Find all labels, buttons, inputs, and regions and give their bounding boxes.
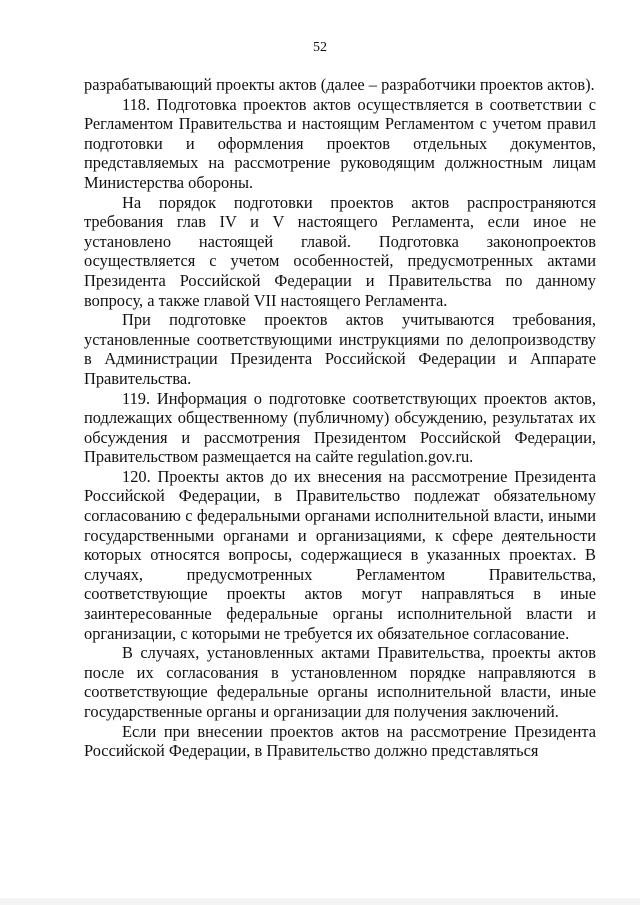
paragraph-120-submission: Если при внесении проектов актов на рассмотрение Президента Российской Федерации, в Правительство должно представляться: [84, 721, 596, 761]
paragraph-118: 118. Подготовка проектов актов осуществляется в соответствии с Регламентом Правительства и настоящим Регламентом с учетом правил подготовки и оформления проектов отдельных документов, представляемых на рассмотрение руководящим должностным лицам Министерства обороны.: [84, 94, 596, 192]
paragraph-118-order: На порядок подготовки проектов актов распространяются требования глав IV и V настоящего Регламента, если иное не установлено настоящей главой. Подготовка законопроектов осуществляется с учетом особенностей, предусмотренных актами Президента Российской Федерации и Правительства по данному вопросу, а также главой VII настоящего Регламента.: [84, 192, 596, 310]
paragraph-120: 120. Проекты актов до их внесения на рассмотрение Президента Российской Федерации, в Правительство подлежат обязательному согласованию с федеральными органами исполнительной власти, иными государственными органами и организациями, к сфере деятельности которых относятся вопросы, содержащиеся в указанных проектах. В случаях, предусмотренных Регламентом Правительства, соответствующие проекты актов могут направляться в иные заинтересованные федеральные органы исполнительной власти и организации, с которыми не требуется их обязательное согласование.: [84, 466, 596, 643]
page-bottom-edge: [0, 898, 640, 905]
paragraph-119: 119. Информация о подготовке соответствующих проектов актов, подлежащих общественному (публичному) обсуждению, результатах их обсуждения и рассмотрения Президентом Российской Федерации, Правительством размещается на сайте regulation.gov.ru.: [84, 388, 596, 467]
page-number: 52: [313, 40, 327, 55]
paragraph-118-requirements: При подготовке проектов актов учитываются требования, установленные соответствующими инструкциями по делопроизводству в Администрации Президента Российской Федерации и Аппарате Правительства.: [84, 310, 596, 388]
paragraph-intro-continuation: разрабатывающий проекты актов (далее – разработчики проектов актов).: [84, 75, 595, 94]
document-body: [84, 75, 596, 761]
paragraph-120-cases: В случаях, установленных актами Правительства, проекты актов после их согласования в установленном порядке направляются в соответствующие федеральные органы исполнительной власти, иные государственные органы и организации для получения заключений.: [84, 643, 596, 721]
